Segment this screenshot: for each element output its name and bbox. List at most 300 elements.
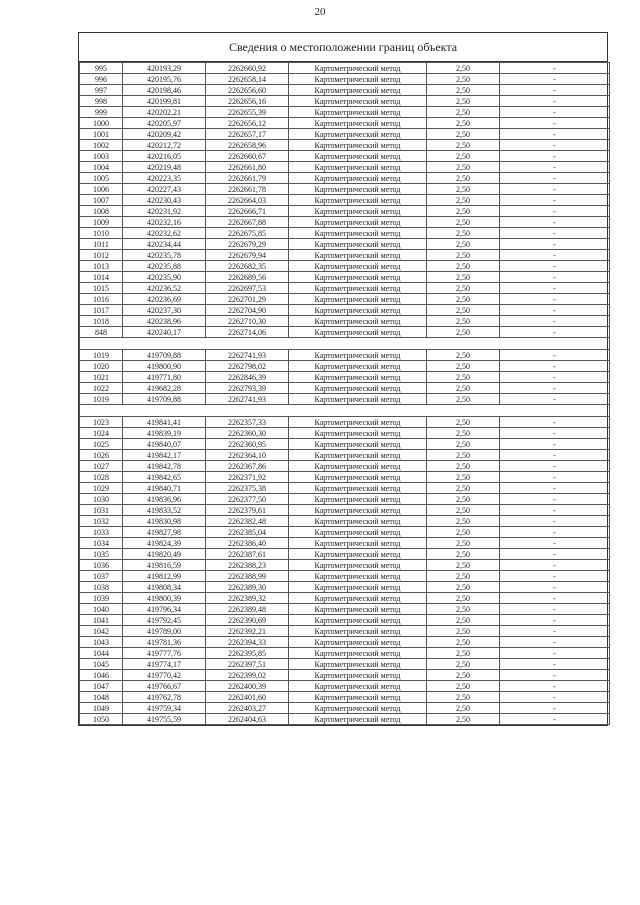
point-number-cell: 1045 (80, 659, 123, 670)
table-row (80, 549, 610, 560)
accuracy-cell: 2,50 (427, 261, 500, 272)
y-coordinate-cell: 2262403,27 (206, 703, 289, 714)
dash-cell: - (500, 714, 610, 725)
y-coordinate-cell: 2262667,88 (206, 217, 289, 228)
table-row (80, 316, 610, 327)
method-cell: Картометрический метод (289, 372, 427, 383)
x-coordinate-cell: 419762,78 (123, 692, 206, 703)
dash-cell: - (500, 217, 610, 228)
y-coordinate-cell: 2262656,12 (206, 118, 289, 129)
method-cell: Картометрический метод (289, 107, 427, 118)
table-row (80, 74, 610, 85)
accuracy-cell: 2,50 (427, 483, 500, 494)
point-number-cell: 1011 (80, 239, 123, 250)
method-cell: Картометрический метод (289, 527, 427, 538)
accuracy-cell: 2,50 (427, 549, 500, 560)
point-number-cell: 1038 (80, 582, 123, 593)
accuracy-cell: 2,50 (427, 637, 500, 648)
table-row (80, 250, 610, 261)
method-cell: Картометрический метод (289, 261, 427, 272)
point-number-cell: 1022 (80, 383, 123, 394)
x-coordinate-cell: 420223,35 (123, 173, 206, 184)
y-coordinate-cell: 2262379,61 (206, 505, 289, 516)
dash-cell: - (500, 615, 610, 626)
method-cell: Картометрический метод (289, 316, 427, 327)
point-number-cell: 1017 (80, 305, 123, 316)
dash-cell: - (500, 648, 610, 659)
x-coordinate-cell: 419808,34 (123, 582, 206, 593)
y-coordinate-cell: 2262364,10 (206, 450, 289, 461)
x-coordinate-cell: 420240,17 (123, 327, 206, 338)
x-coordinate-cell: 420235,88 (123, 261, 206, 272)
dash-cell: - (500, 283, 610, 294)
x-coordinate-cell: 420227,43 (123, 184, 206, 195)
point-number-cell: 1000 (80, 118, 123, 129)
point-number-cell: 1026 (80, 450, 123, 461)
y-coordinate-cell: 2262675,85 (206, 228, 289, 239)
y-coordinate-cell: 2262658,14 (206, 74, 289, 85)
accuracy-cell: 2,50 (427, 505, 500, 516)
y-coordinate-cell: 2262658,96 (206, 140, 289, 151)
dash-cell: - (500, 195, 610, 206)
point-number-cell: 1001 (80, 129, 123, 140)
table-row (80, 129, 610, 140)
method-cell: Картометрический метод (289, 250, 427, 261)
table-row (80, 714, 610, 725)
y-coordinate-cell: 2262397,51 (206, 659, 289, 670)
point-number-cell: 1028 (80, 472, 123, 483)
method-cell: Картометрический метод (289, 361, 427, 372)
y-coordinate-cell: 2262371,92 (206, 472, 289, 483)
y-coordinate-cell: 2262655,39 (206, 107, 289, 118)
accuracy-cell: 2,50 (427, 571, 500, 582)
x-coordinate-cell: 420235,78 (123, 250, 206, 261)
method-cell: Картометрический метод (289, 461, 427, 472)
dash-cell: - (500, 472, 610, 483)
accuracy-cell: 2,50 (427, 692, 500, 703)
accuracy-cell: 2,50 (427, 272, 500, 283)
point-number-cell: 1019 (80, 350, 123, 361)
point-number-cell: 1023 (80, 417, 123, 428)
y-coordinate-cell: 2262741,93 (206, 350, 289, 361)
y-coordinate-cell: 2262404,63 (206, 714, 289, 725)
x-coordinate-cell: 420236,52 (123, 283, 206, 294)
table-row (80, 593, 610, 604)
x-coordinate-cell: 419771,80 (123, 372, 206, 383)
method-cell: Картометрический метод (289, 417, 427, 428)
x-coordinate-cell: 419833,52 (123, 505, 206, 516)
accuracy-cell: 2,50 (427, 439, 500, 450)
table-row (80, 582, 610, 593)
dash-cell: - (500, 184, 610, 195)
accuracy-cell: 2,50 (427, 538, 500, 549)
x-coordinate-cell: 419789,00 (123, 626, 206, 637)
method-cell: Картометрический метод (289, 648, 427, 659)
dash-cell: - (500, 604, 610, 615)
dash-cell: - (500, 173, 610, 184)
table-title: Сведения о местоположении границ объекта (79, 33, 607, 62)
table-row (80, 615, 610, 626)
method-cell: Картометрический метод (289, 626, 427, 637)
dash-cell: - (500, 527, 610, 538)
method-cell: Картометрический метод (289, 206, 427, 217)
table-row (80, 350, 610, 361)
dash-cell: - (500, 361, 610, 372)
dash-cell: - (500, 305, 610, 316)
point-number-cell: 1032 (80, 516, 123, 527)
accuracy-cell: 2,50 (427, 670, 500, 681)
x-coordinate-cell: 420198,46 (123, 85, 206, 96)
x-coordinate-cell: 420205,97 (123, 118, 206, 129)
table-row (80, 439, 610, 450)
point-number-cell: 1024 (80, 428, 123, 439)
dash-cell: - (500, 272, 610, 283)
accuracy-cell: 2,50 (427, 283, 500, 294)
method-cell: Картометрический метод (289, 692, 427, 703)
x-coordinate-cell: 419800,39 (123, 593, 206, 604)
y-coordinate-cell: 2262388,99 (206, 571, 289, 582)
table-row (80, 659, 610, 670)
y-coordinate-cell: 2262389,48 (206, 604, 289, 615)
point-number-cell: 1016 (80, 294, 123, 305)
x-coordinate-cell: 419759,34 (123, 703, 206, 714)
accuracy-cell: 2,50 (427, 615, 500, 626)
method-cell: Картометрический метод (289, 681, 427, 692)
point-number-cell: 1014 (80, 272, 123, 283)
table-row (80, 63, 610, 74)
accuracy-cell: 2,50 (427, 107, 500, 118)
dash-cell: - (500, 483, 610, 494)
x-coordinate-cell: 420219,48 (123, 162, 206, 173)
accuracy-cell: 2,50 (427, 184, 500, 195)
table-row (80, 626, 610, 637)
method-cell: Картометрический метод (289, 604, 427, 615)
y-coordinate-cell: 2262793,39 (206, 383, 289, 394)
dash-cell: - (500, 494, 610, 505)
dash-cell: - (500, 129, 610, 140)
point-number-cell: 848 (80, 327, 123, 338)
y-coordinate-cell: 2262798,02 (206, 361, 289, 372)
dash-cell: - (500, 428, 610, 439)
table-row (80, 417, 610, 428)
x-coordinate-cell: 420199,81 (123, 96, 206, 107)
method-cell: Картометрический метод (289, 239, 427, 250)
accuracy-cell: 2,50 (427, 626, 500, 637)
x-coordinate-cell: 420230,43 (123, 195, 206, 206)
y-coordinate-cell: 2262660,67 (206, 151, 289, 162)
table-row (80, 195, 610, 206)
method-cell: Картометрический метод (289, 283, 427, 294)
point-number-cell: 998 (80, 96, 123, 107)
accuracy-cell: 2,50 (427, 582, 500, 593)
accuracy-cell: 2,50 (427, 327, 500, 338)
y-coordinate-cell: 2262666,71 (206, 206, 289, 217)
table-row (80, 85, 610, 96)
method-cell: Картометрический метод (289, 450, 427, 461)
method-cell: Картометрический метод (289, 63, 427, 74)
table-row (80, 283, 610, 294)
accuracy-cell: 2,50 (427, 494, 500, 505)
method-cell: Картометрический метод (289, 615, 427, 626)
x-coordinate-cell: 419836,96 (123, 494, 206, 505)
accuracy-cell: 2,50 (427, 173, 500, 184)
method-cell: Картометрический метод (289, 439, 427, 450)
method-cell: Картометрический метод (289, 294, 427, 305)
accuracy-cell: 2,50 (427, 516, 500, 527)
dash-cell: - (500, 692, 610, 703)
point-number-cell: 1033 (80, 527, 123, 538)
x-coordinate-cell: 419796,34 (123, 604, 206, 615)
dash-cell: - (500, 228, 610, 239)
accuracy-cell: 2,50 (427, 250, 500, 261)
x-coordinate-cell: 420236,69 (123, 294, 206, 305)
point-number-cell: 1036 (80, 560, 123, 571)
method-cell: Картометрический метод (289, 140, 427, 151)
method-cell: Картометрический метод (289, 272, 427, 283)
y-coordinate-cell: 2262375,38 (206, 483, 289, 494)
accuracy-cell: 2,50 (427, 316, 500, 327)
point-number-cell: 1006 (80, 184, 123, 195)
dash-cell: - (500, 74, 610, 85)
dash-cell: - (500, 239, 610, 250)
point-number-cell: 1008 (80, 206, 123, 217)
page-number: 20 (314, 6, 326, 18)
dash-cell: - (500, 626, 610, 637)
table-row (80, 703, 610, 714)
point-number-cell: 1040 (80, 604, 123, 615)
point-number-cell: 999 (80, 107, 123, 118)
dash-cell: - (500, 505, 610, 516)
method-cell: Картометрический метод (289, 483, 427, 494)
point-number-cell: 1010 (80, 228, 123, 239)
accuracy-cell: 2,50 (427, 472, 500, 483)
dash-cell: - (500, 162, 610, 173)
table-row (80, 173, 610, 184)
y-coordinate-cell: 2262382,48 (206, 516, 289, 527)
accuracy-cell: 2,50 (427, 394, 500, 405)
y-coordinate-cell: 2262701,29 (206, 294, 289, 305)
y-coordinate-cell: 2262710,30 (206, 316, 289, 327)
table-row (80, 483, 610, 494)
separator-cell (80, 338, 610, 350)
x-coordinate-cell: 419709,88 (123, 394, 206, 405)
y-coordinate-cell: 2262660,92 (206, 63, 289, 74)
accuracy-cell: 2,50 (427, 228, 500, 239)
table-row (80, 681, 610, 692)
table-row (80, 305, 610, 316)
table-row (80, 107, 610, 118)
y-coordinate-cell: 2262357,33 (206, 417, 289, 428)
dash-cell: - (500, 560, 610, 571)
dash-cell: - (500, 538, 610, 549)
table-row (80, 450, 610, 461)
accuracy-cell: 2,50 (427, 714, 500, 725)
point-number-cell: 1027 (80, 461, 123, 472)
method-cell: Картометрический метод (289, 327, 427, 338)
point-number-cell: 1049 (80, 703, 123, 714)
x-coordinate-cell: 419682,28 (123, 383, 206, 394)
accuracy-cell: 2,50 (427, 648, 500, 659)
point-number-cell: 1031 (80, 505, 123, 516)
dash-cell: - (500, 107, 610, 118)
table-row (80, 184, 610, 195)
point-number-cell: 1009 (80, 217, 123, 228)
accuracy-cell: 2,50 (427, 118, 500, 129)
table-row (80, 472, 610, 483)
point-number-cell: 1003 (80, 151, 123, 162)
y-coordinate-cell: 2262399,02 (206, 670, 289, 681)
point-number-cell: 1047 (80, 681, 123, 692)
method-cell: Картометрический метод (289, 516, 427, 527)
accuracy-cell: 2,50 (427, 417, 500, 428)
table-row (80, 361, 610, 372)
dash-cell: - (500, 96, 610, 107)
x-coordinate-cell: 419842,17 (123, 450, 206, 461)
point-number-cell: 1004 (80, 162, 123, 173)
accuracy-cell: 2,50 (427, 527, 500, 538)
table-row (80, 294, 610, 305)
method-cell: Картометрический метод (289, 394, 427, 405)
method-cell: Картометрический метод (289, 118, 427, 129)
table-row (80, 228, 610, 239)
y-coordinate-cell: 2262385,04 (206, 527, 289, 538)
x-coordinate-cell: 420232,16 (123, 217, 206, 228)
table-row (80, 239, 610, 250)
point-number-cell: 1041 (80, 615, 123, 626)
method-cell: Картометрический метод (289, 85, 427, 96)
y-coordinate-cell: 2262656,60 (206, 85, 289, 96)
table-row (80, 261, 610, 272)
accuracy-cell: 2,50 (427, 604, 500, 615)
accuracy-cell: 2,50 (427, 450, 500, 461)
method-cell: Картометрический метод (289, 217, 427, 228)
y-coordinate-cell: 2262846,39 (206, 372, 289, 383)
table-row (80, 383, 610, 394)
dash-cell: - (500, 250, 610, 261)
separator-row (80, 405, 610, 417)
table-row (80, 118, 610, 129)
point-number-cell: 1025 (80, 439, 123, 450)
accuracy-cell: 2,50 (427, 659, 500, 670)
separator-row (80, 338, 610, 350)
accuracy-cell: 2,50 (427, 63, 500, 74)
dash-cell: - (500, 417, 610, 428)
dash-cell: - (500, 372, 610, 383)
x-coordinate-cell: 419839,19 (123, 428, 206, 439)
x-coordinate-cell: 419774,17 (123, 659, 206, 670)
y-coordinate-cell: 2262360,30 (206, 428, 289, 439)
accuracy-cell: 2,50 (427, 305, 500, 316)
method-cell: Картометрический метод (289, 670, 427, 681)
y-coordinate-cell: 2262389,32 (206, 593, 289, 604)
x-coordinate-cell: 419812,99 (123, 571, 206, 582)
x-coordinate-cell: 420212,72 (123, 140, 206, 151)
x-coordinate-cell: 419840,71 (123, 483, 206, 494)
method-cell: Картометрический метод (289, 659, 427, 670)
method-cell: Картометрический метод (289, 428, 427, 439)
point-number-cell: 1013 (80, 261, 123, 272)
y-coordinate-cell: 2262400,39 (206, 681, 289, 692)
y-coordinate-cell: 2262656,16 (206, 96, 289, 107)
y-coordinate-cell: 2262679,29 (206, 239, 289, 250)
table-row (80, 96, 610, 107)
point-number-cell: 1046 (80, 670, 123, 681)
point-number-cell: 1035 (80, 549, 123, 560)
point-number-cell: 1044 (80, 648, 123, 659)
dash-cell: - (500, 516, 610, 527)
x-coordinate-cell: 420231,92 (123, 206, 206, 217)
separator-cell (80, 405, 610, 417)
dash-cell: - (500, 206, 610, 217)
x-coordinate-cell: 419816,59 (123, 560, 206, 571)
table-row (80, 648, 610, 659)
table-row (80, 516, 610, 527)
dash-cell: - (500, 63, 610, 74)
table-row (80, 372, 610, 383)
accuracy-cell: 2,50 (427, 129, 500, 140)
table-row (80, 560, 610, 571)
accuracy-cell: 2,50 (427, 593, 500, 604)
accuracy-cell: 2,50 (427, 681, 500, 692)
dash-cell: - (500, 151, 610, 162)
dash-cell: - (500, 316, 610, 327)
point-number-cell: 1018 (80, 316, 123, 327)
x-coordinate-cell: 420234,44 (123, 239, 206, 250)
method-cell: Картометрический метод (289, 494, 427, 505)
point-number-cell: 1043 (80, 637, 123, 648)
dash-cell: - (500, 593, 610, 604)
y-coordinate-cell: 2262390,69 (206, 615, 289, 626)
dash-cell: - (500, 450, 610, 461)
dash-cell: - (500, 582, 610, 593)
y-coordinate-cell: 2262367,86 (206, 461, 289, 472)
method-cell: Картометрический метод (289, 74, 427, 85)
table-row (80, 461, 610, 472)
accuracy-cell: 2,50 (427, 350, 500, 361)
y-coordinate-cell: 2262386,40 (206, 538, 289, 549)
x-coordinate-cell: 419766,67 (123, 681, 206, 692)
method-cell: Картометрический метод (289, 549, 427, 560)
dash-cell: - (500, 118, 610, 129)
method-cell: Картометрический метод (289, 162, 427, 173)
point-number-cell: 1012 (80, 250, 123, 261)
dash-cell: - (500, 670, 610, 681)
accuracy-cell: 2,50 (427, 383, 500, 394)
coordinates-table-body (80, 63, 610, 725)
table-row (80, 428, 610, 439)
method-cell: Картометрический метод (289, 350, 427, 361)
accuracy-cell: 2,50 (427, 239, 500, 250)
method-cell: Картометрический метод (289, 184, 427, 195)
y-coordinate-cell: 2262394,33 (206, 637, 289, 648)
x-coordinate-cell: 420216,05 (123, 151, 206, 162)
accuracy-cell: 2,50 (427, 206, 500, 217)
y-coordinate-cell: 2262392,21 (206, 626, 289, 637)
table-row (80, 217, 610, 228)
y-coordinate-cell: 2262389,30 (206, 582, 289, 593)
table-row (80, 206, 610, 217)
y-coordinate-cell: 2262657,17 (206, 129, 289, 140)
method-cell: Картометрический метод (289, 195, 427, 206)
accuracy-cell: 2,50 (427, 195, 500, 206)
x-coordinate-cell: 419842,65 (123, 472, 206, 483)
table-row (80, 162, 610, 173)
method-cell: Картометрический метод (289, 505, 427, 516)
point-number-cell: 1034 (80, 538, 123, 549)
dash-cell: - (500, 261, 610, 272)
method-cell: Картометрический метод (289, 582, 427, 593)
table-row (80, 394, 610, 405)
